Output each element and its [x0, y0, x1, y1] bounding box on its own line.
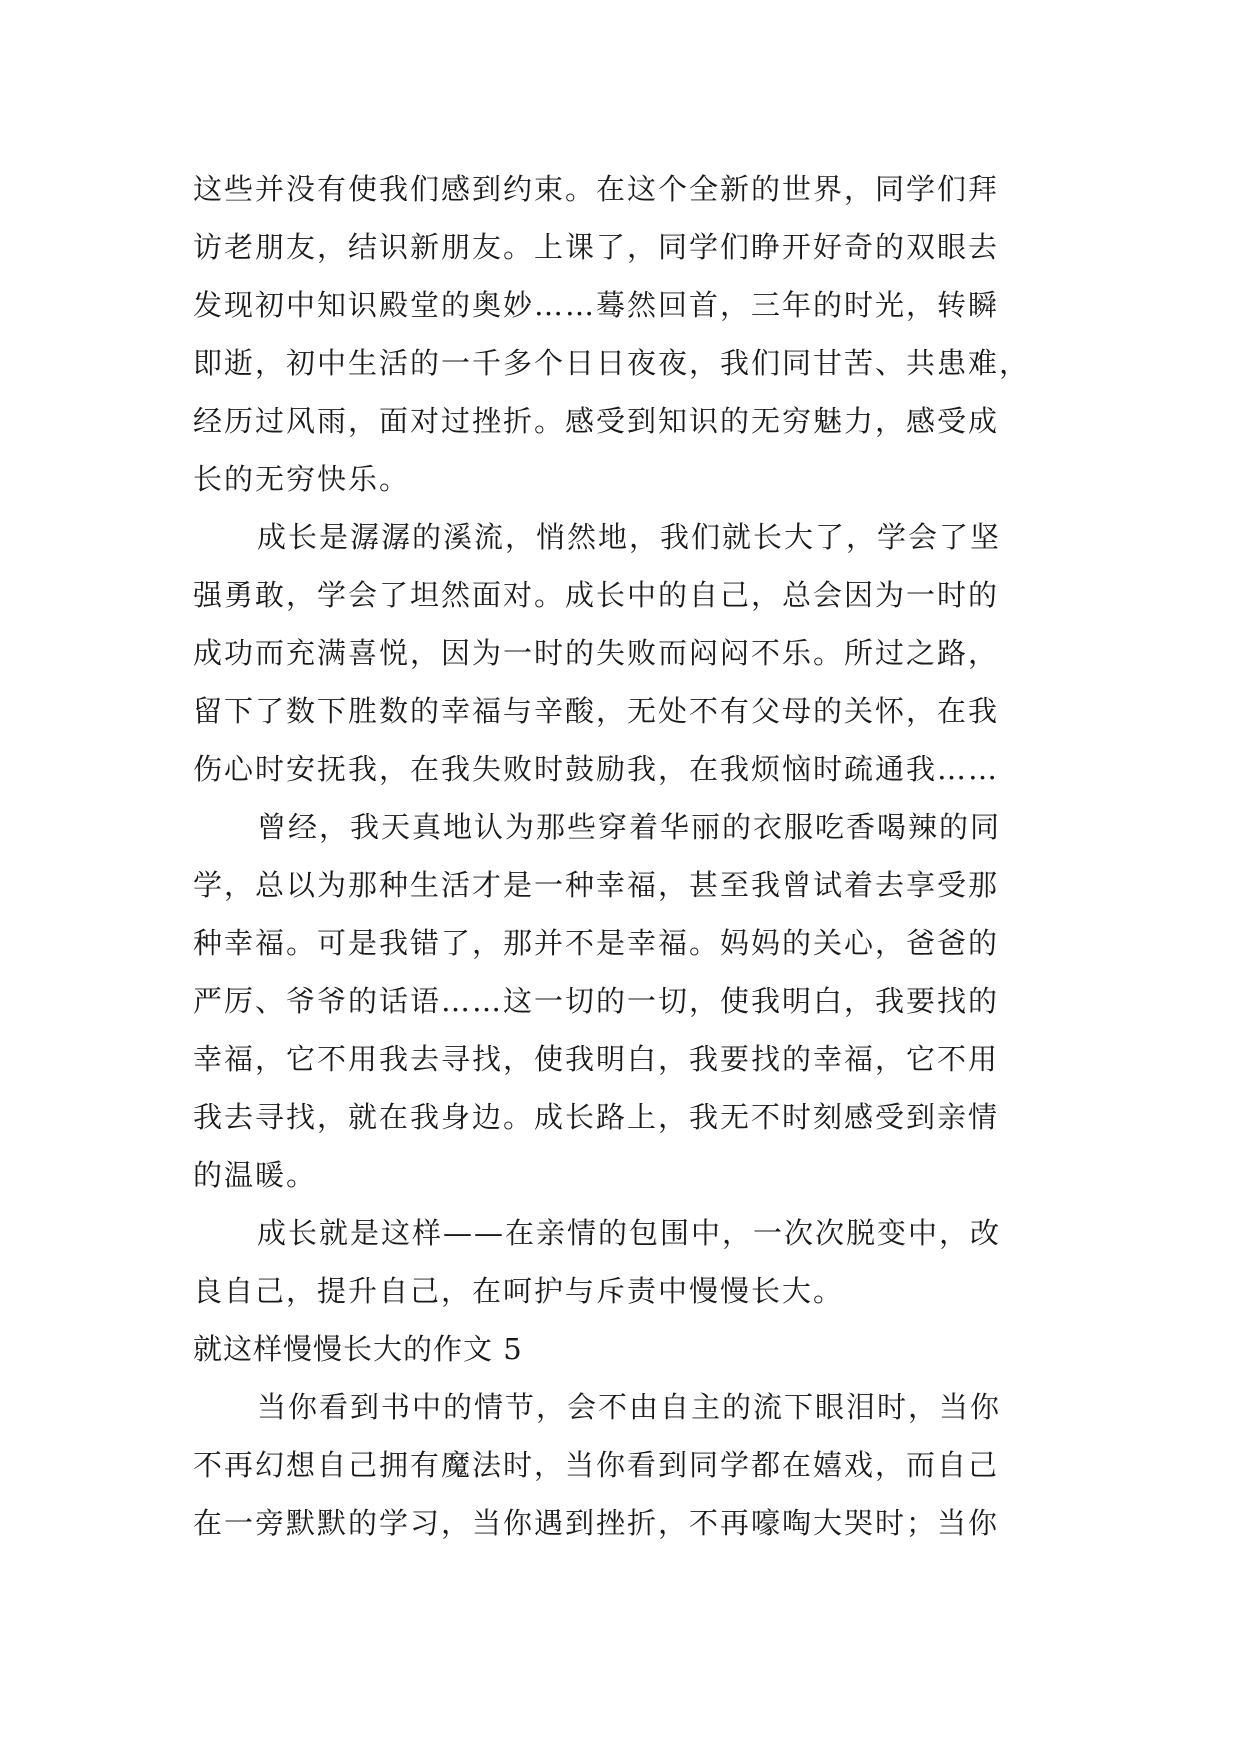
text-line: 幸福，它不用我去寻找，使我明白，我要找的幸福，它不用 [193, 1042, 1000, 1076]
paragraph-first-line: 曾经，我天真地认为那些穿着华丽的衣服吃香喝辣的同 [257, 810, 1002, 844]
section-heading: 就这样慢慢长大的作文 5 [193, 1332, 523, 1366]
paragraph-first-line: 当你看到书中的情节，会不由自主的流下眼泪时，当你 [257, 1390, 1002, 1424]
paragraph-first-line: 成长就是这样——在亲情的包围中，一次次脱变中，改 [257, 1216, 1002, 1250]
text-line: 发现初中知识殿堂的奥妙……蓦然回首，三年的时光，转瞬 [193, 288, 1000, 322]
text-line: 我去寻找，就在我身边。成长路上，我无不时刻感受到亲情 [193, 1100, 1000, 1134]
text-line: 学，总以为那种生活才是一种幸福，甚至我曾试着去享受那 [193, 868, 1000, 902]
text-line: 经历过风雨，面对过挫折。感受到知识的无穷魅力，感受成 [193, 404, 1000, 438]
text-line: 强勇敢，学会了坦然面对。成长中的自己，总会因为一时的 [193, 578, 1000, 612]
text-line: 成功而充满喜悦，因为一时的失败而闷闷不乐。所过之路， [193, 636, 1000, 670]
text-line: 留下了数下胜数的幸福与辛酸，无处不有父母的关怀，在我 [193, 694, 1000, 728]
text-line: 良自己，提升自己，在呵护与斥责中慢慢长大。 [193, 1274, 845, 1308]
paragraph-first-line: 成长是潺潺的溪流，悄然地，我们就长大了，学会了坚 [257, 520, 1002, 554]
text-line: 伤心时安抚我，在我失败时鼓励我，在我烦恼时疏通我…… [193, 752, 1000, 786]
article-body [193, 160, 1053, 1552]
text-line: 不再幻想自己拥有魔法时，当你看到同学都在嬉戏，而自己 [193, 1448, 1000, 1482]
text-line: 种幸福。可是我错了，那并不是幸福。妈妈的关心，爸爸的 [193, 926, 1000, 960]
text-line: 长的无穷快乐。 [193, 462, 411, 496]
text-line: 这些并没有使我们感到约束。在这个全新的世界，同学们拜 [193, 172, 1000, 206]
text-line: 在一旁默默的学习，当你遇到挫折，不再嚎啕大哭时；当你 [193, 1506, 1000, 1540]
text-line: 的温暖。 [193, 1158, 318, 1192]
text-line: 严厉、爷爷的话语……这一切的一切，使我明白，我要找的 [193, 984, 1000, 1018]
text-line: 即逝，初中生活的一千多个日日夜夜，我们同甘苦、共患难， [193, 346, 1031, 380]
text-line: 访老朋友，结识新朋友。上课了，同学们睁开好奇的双眼去 [193, 230, 1000, 264]
